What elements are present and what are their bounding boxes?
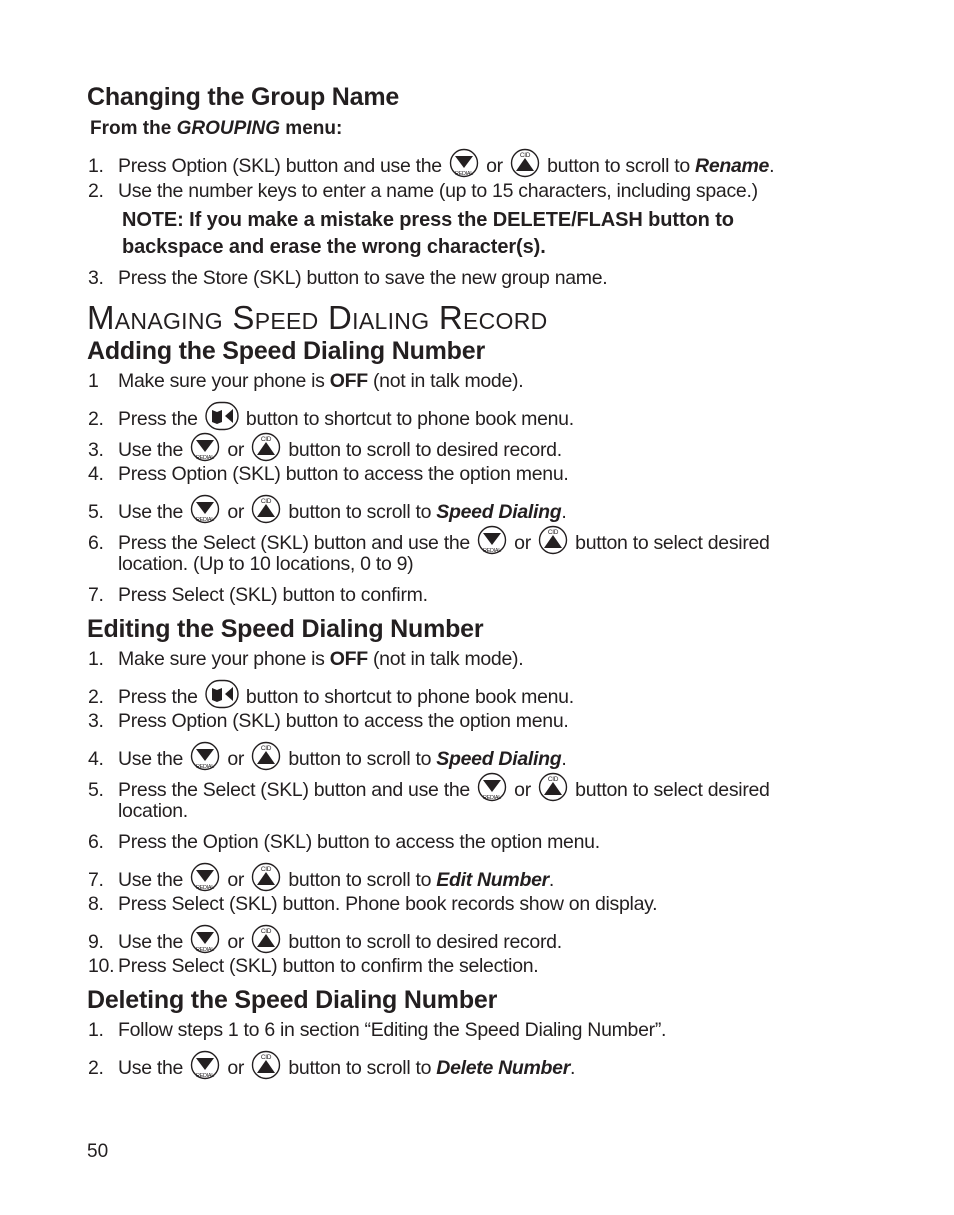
step-text: button to select desired [575,532,770,554]
rename-text: Rename [695,155,770,177]
step-text: Use the [118,501,184,523]
svg-text:CID: CID [547,776,559,783]
editing-step-5-cont: location. [118,800,188,822]
step-text: button to scroll to [288,869,437,891]
step-text: button to scroll to [547,155,696,177]
svg-text:CID: CID [547,529,559,536]
step-text: (not in talk mode). [367,370,524,392]
step-text: button to scroll to [288,501,437,523]
redial-down-icon [477,525,507,561]
deleting-heading: Deleting the Speed Dialing Number [87,986,498,1014]
step-text: button to scroll to desired record. [288,931,562,953]
svg-text:CID: CID [261,436,272,443]
or-text: or [227,439,245,461]
step-text: Press Option (SKL) button to access the option menu. [118,463,569,485]
period: . [769,155,775,177]
or-text: or [227,748,245,770]
step-text: Follow steps 1 to 6 in section “Editing the Speed Dialing Number”. [118,1019,667,1041]
step-text: Make sure your phone is [118,370,330,392]
step-number: 9. [88,931,104,953]
step-number: 3. [88,267,104,289]
step-number: 2. [88,408,104,430]
step-number: 4. [88,748,104,770]
step-text: Press the [118,408,198,430]
step-text: Press Select (SKL) button to confirm. [118,584,428,606]
step-number: 6. [88,532,104,554]
step-text: button to select desired [575,779,770,801]
or-text: or [514,779,531,801]
step-text: Press the Option (SKL) button to access the option menu. [118,831,600,853]
group-step-2 [88,180,758,203]
svg-text:REDIAL: REDIAL [196,764,215,770]
step-text: Use the [118,931,184,953]
step-number: 7. [88,869,104,891]
grouping-text: GROUPING [176,118,281,139]
off-text: OFF [329,370,368,392]
group-step-3 [88,267,607,290]
svg-text:CID: CID [261,928,272,935]
step-number: 1. [88,155,104,177]
svg-text:CID: CID [261,745,272,752]
group-heading: Changing the Group Name [87,83,400,111]
editing-step-6 [88,831,600,854]
step-number: 2. [88,1057,104,1079]
svg-text:REDIAL: REDIAL [483,795,502,801]
adding-step-6-cont: location. (Up to 10 locations, 0 to 9) [118,553,414,575]
step-text: button to shortcut to phone book menu. [245,686,574,708]
delete-number-text: Delete Number [436,1057,571,1079]
section-title: Managing Speed Dialing Record [87,299,548,336]
svg-text:REDIAL: REDIAL [483,548,502,554]
step-number: 3. [88,710,104,732]
adding-step-4 [88,463,569,486]
svg-text:REDIAL: REDIAL [196,517,215,523]
step-number: 5. [88,779,104,801]
from-grouping-line [90,118,342,140]
step-number: 1. [88,1019,104,1041]
from-post: menu: [280,118,343,139]
svg-text:REDIAL: REDIAL [196,1073,215,1079]
editing-step-5 [88,772,770,808]
or-text: or [227,869,245,891]
deleting-step-2 [88,1050,575,1086]
period: . [561,501,567,523]
editing-heading: Editing the Speed Dialing Number [87,615,484,643]
deleting-step-1 [88,1019,666,1042]
step-number: 3. [88,439,104,461]
step-text: Press the Select (SKL) button and use the [118,532,470,554]
redial-down-icon [190,1050,220,1086]
adding-step-7 [88,584,428,607]
cid-up-icon [538,772,568,808]
step-text: Press the Store (SKL) button to save the new group name. [118,267,608,289]
page-number: 50 [87,1141,109,1162]
step-number: 2. [88,180,104,202]
speed-dialing-text: Speed Dialing [436,748,562,770]
step-number: 1. [88,648,104,670]
step-number: 10. [88,955,115,977]
editing-step-3 [88,710,569,733]
step-number: 8. [88,893,104,915]
step-text: Use the number keys to enter a name (up to 15 characters, including space.) [118,180,758,202]
step-text: button to scroll to [288,1057,437,1079]
step-text: Press Select (SKL) button. Phone book records show on display. [118,893,658,915]
step-text: Make sure your phone is [118,648,330,670]
svg-text:CID: CID [519,152,531,159]
off-text: OFF [329,648,368,670]
or-text: or [227,931,245,953]
or-text: or [514,532,531,554]
cid-up-icon [510,148,540,184]
step-text: Press Option (SKL) button and use the [118,155,442,177]
step-number: 6. [88,831,104,853]
from-pre: From the [90,118,177,139]
step-number: 1 [88,370,99,392]
step-text: button to scroll to [288,748,437,770]
adding-heading: Adding the Speed Dialing Number [87,337,485,365]
step-number: 7. [88,584,104,606]
step-text: Use the [118,1057,184,1079]
step-text: (not in talk mode). [367,648,524,670]
cid-up-icon [538,525,568,561]
period: . [548,869,555,891]
step-text: Press the [118,686,198,708]
edit-number-text: Edit Number [436,869,549,891]
step-text: Use the [118,439,184,461]
period: . [570,1057,576,1079]
step-number: 4. [88,463,104,485]
redial-down-icon [477,772,507,808]
note-line-1: NOTE: If you make a mistake press the DELETE/FLASH button to [122,209,734,231]
period: . [561,748,567,770]
step-text: Use the [118,748,184,770]
cid-up-icon [251,1050,281,1086]
svg-text:CID: CID [261,498,272,505]
step-text: Use the [118,869,184,891]
svg-text:REDIAL: REDIAL [196,455,215,461]
svg-text:CID: CID [261,866,272,873]
editing-step-8 [88,893,657,916]
step-number: 5. [88,501,104,523]
svg-text:REDIAL: REDIAL [196,947,215,953]
step-text: Press the Select (SKL) button and use the [118,779,470,801]
group-step-1 [88,148,774,184]
editing-step-10 [88,955,538,978]
step-text: button to shortcut to phone book menu. [245,408,574,430]
note-line-2: backspace and erase the wrong character(s). [122,236,546,258]
svg-text:REDIAL: REDIAL [454,171,474,177]
speed-dialing-text: Speed Dialing [436,501,562,523]
adding-step-1 [88,370,523,393]
step-text: button to scroll to desired record. [288,439,562,461]
or-text: or [227,1057,245,1079]
or-text: or [227,501,245,523]
step-number: 2. [88,686,104,708]
svg-text:REDIAL: REDIAL [196,885,215,891]
svg-text:CID: CID [261,1054,272,1061]
or-text: or [486,155,503,177]
step-text: Press Select (SKL) button to confirm the selection. [118,955,539,977]
redial-down-icon [449,148,479,184]
step-text: Press Option (SKL) button to access the option menu. [118,710,569,732]
editing-step-1 [88,648,523,671]
